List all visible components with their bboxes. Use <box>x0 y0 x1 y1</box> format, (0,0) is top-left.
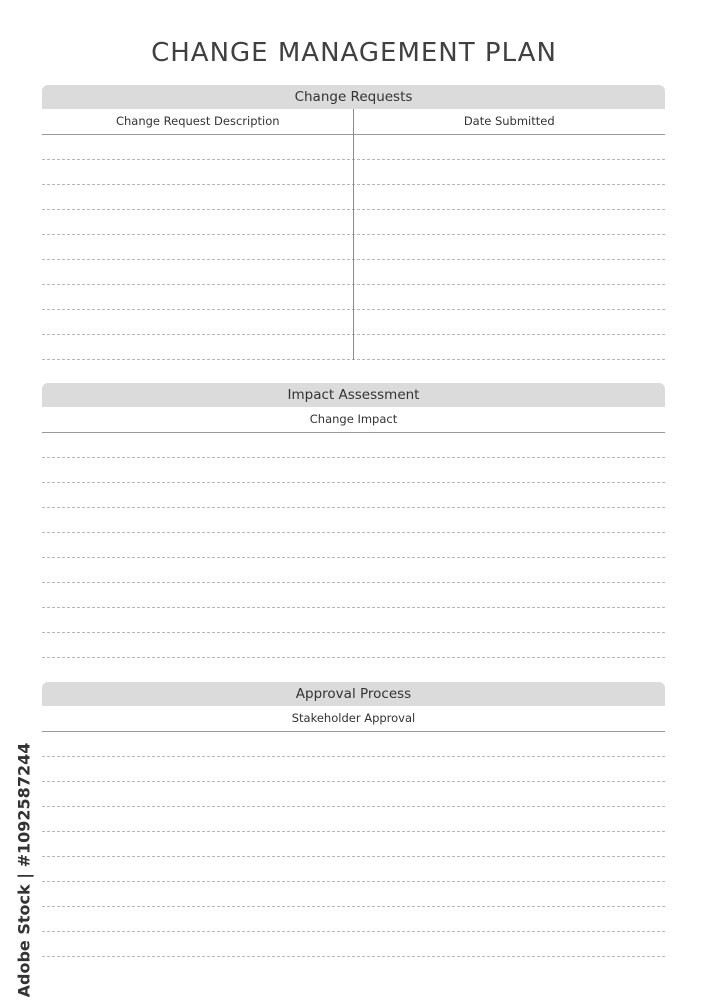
column-header-description: Change Request Description <box>115 114 280 128</box>
entry-row <box>42 508 665 533</box>
rows <box>42 732 665 957</box>
entry-row <box>42 583 665 608</box>
entry-row <box>42 732 665 757</box>
rows <box>42 433 665 658</box>
column-header-change-impact: Change Impact <box>309 412 398 426</box>
stock-watermark: Adobe Stock | #1092587244 <box>14 742 34 998</box>
entry-row <box>42 807 665 832</box>
section-heading: Impact Assessment <box>42 383 665 407</box>
entry-row <box>42 483 665 508</box>
entry-row <box>42 882 665 907</box>
entry-row <box>42 782 665 807</box>
section-heading: Change Requests <box>42 85 665 109</box>
page-title: CHANGE MANAGEMENT PLAN <box>151 38 557 68</box>
entry-row <box>42 857 665 882</box>
entry-row <box>42 932 665 957</box>
column-headers <box>42 706 665 732</box>
column-headers <box>42 407 665 433</box>
entry-row <box>42 633 665 658</box>
entry-row <box>42 558 665 583</box>
entry-row <box>42 757 665 782</box>
entry-row <box>42 533 665 558</box>
approval-process-section <box>42 682 665 957</box>
column-header-stakeholder-approval: Stakeholder Approval <box>291 711 416 725</box>
column-header-date: Date Submitted <box>463 114 555 128</box>
entry-row <box>42 907 665 932</box>
change-requests-section <box>42 85 665 360</box>
section-heading: Approval Process <box>42 682 665 706</box>
entry-row <box>42 433 665 458</box>
entry-row <box>42 832 665 857</box>
column-divider <box>353 109 354 360</box>
impact-assessment-section <box>42 383 665 658</box>
entry-row <box>42 608 665 633</box>
entry-row <box>42 458 665 483</box>
